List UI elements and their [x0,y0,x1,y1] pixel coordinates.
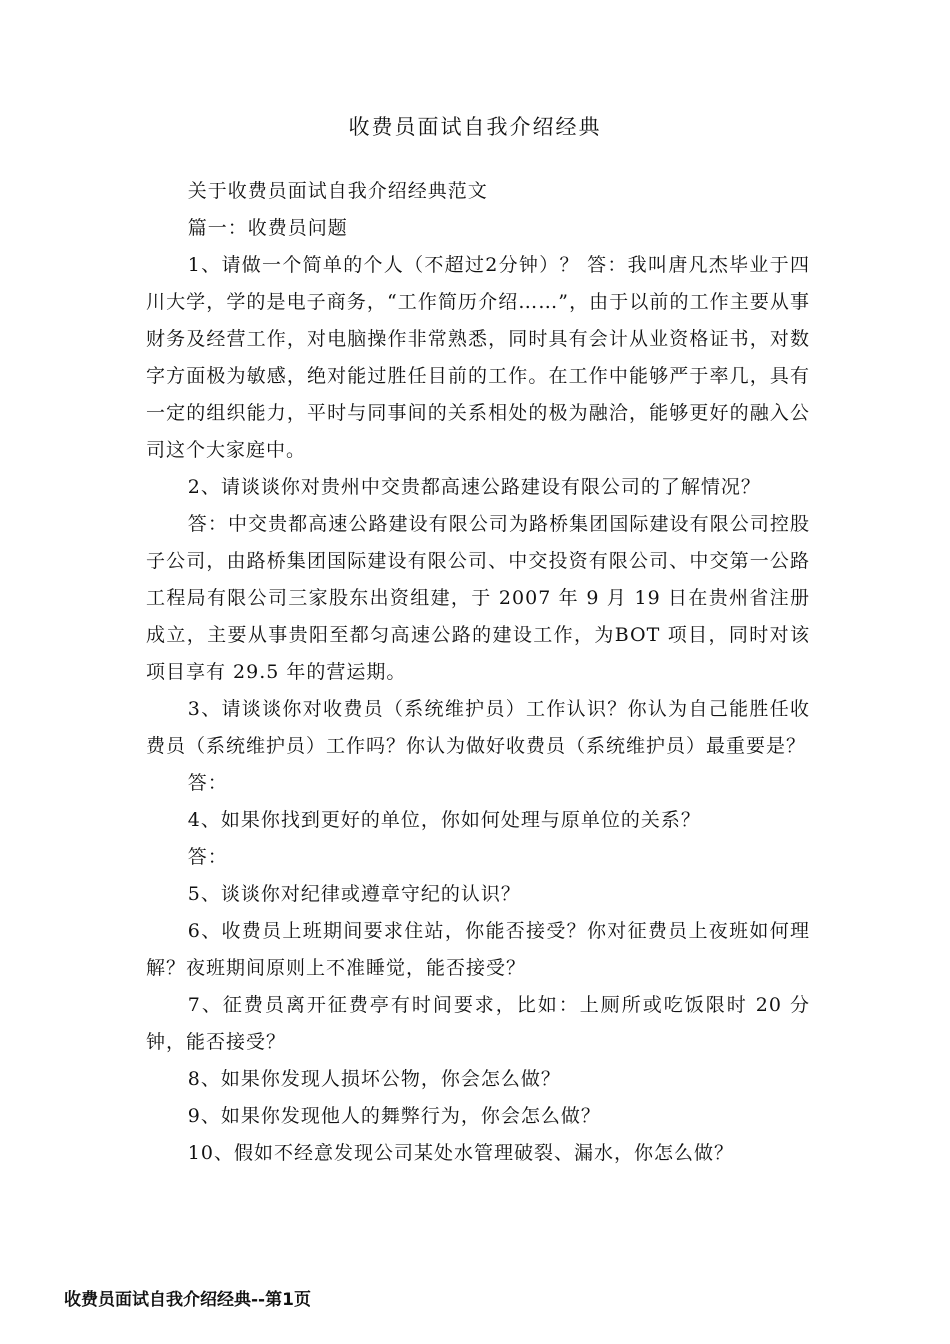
page-title: 收费员面试自我介绍经典 [348,115,602,139]
question-9-paragraph: 9、如果你发现他人的舞弊行为，你会怎么做？ [187,1105,601,1127]
document-body [146,173,810,1172]
answer-2-paragraph: 答：中交贵都高速公路建设有限公司为路桥集团国际建设有限公司控股子公司，由路桥集团国际建设有限公司、中交投资有限公司、中交第一公路工程局有限公司三家股东出资组建，于 2007 年 9 月 19 日在贵州省注册成立，主要从事贵阳至都匀高速公路的建设工作，为BOT 项目，同时对该项目享有 29.5 年的营运期。 [146,513,810,683]
question-5-paragraph: 5、谈谈你对纪律或遵章守纪的认识？ [187,883,521,905]
question-2-paragraph: 2、请谈谈你对贵州中交贵都高速公路建设有限公司的了解情况？ [187,476,761,498]
answer-4-paragraph: 答： [187,846,228,868]
section-heading: 篇一：收费员问题 [187,217,348,239]
question-3-paragraph: 3、请谈谈你对收费员（系统维护员）工作认识？你认为自己能胜任收费员（系统维护员）工作吗？你认为做好收费员（系统维护员）最重要是？ [146,698,810,757]
question-10-paragraph: 10、假如不经意发现公司某处水管理破裂、漏水，你怎么做？ [187,1142,734,1164]
page-footer: 收费员面试自我介绍经典--第1页 [64,1290,311,1310]
question-1-paragraph: 1、请做一个简单的个人（不超过2分钟）？ 答：我叫唐凡杰毕业于四川大学，学的是电子商务，“工作简历介绍……”，由于以前的工作主要从事财务及经营工作，对电脑操作非常熟悉，同时具有会计从业资格证书，对数字方面极为敏感，绝对能过胜任目前的工作。在工作中能够严于率几，具有一定的组织能力，平时与同事间的关系相处的极为融洽，能够更好的融入公司这个大家庭中。 [146,254,810,461]
question-8-paragraph: 8、如果你发现人损坏公物，你会怎么做？ [187,1068,561,1090]
question-4-paragraph: 4、如果你找到更好的单位，你如何处理与原单位的关系？ [187,809,701,831]
subtitle-paragraph: 关于收费员面试自我介绍经典范文 [187,180,488,202]
question-7-paragraph: 7、征费员离开征费亭有时间要求，比如：上厕所或吃饭限时 20 分钟，能否接受？ [146,994,810,1053]
question-6-paragraph: 6、收费员上班期间要求住站，你能否接受？你对征费员上夜班如何理解？夜班期间原则上不准睡觉，能否接受？ [146,920,810,979]
answer-3-paragraph: 答： [187,772,228,794]
